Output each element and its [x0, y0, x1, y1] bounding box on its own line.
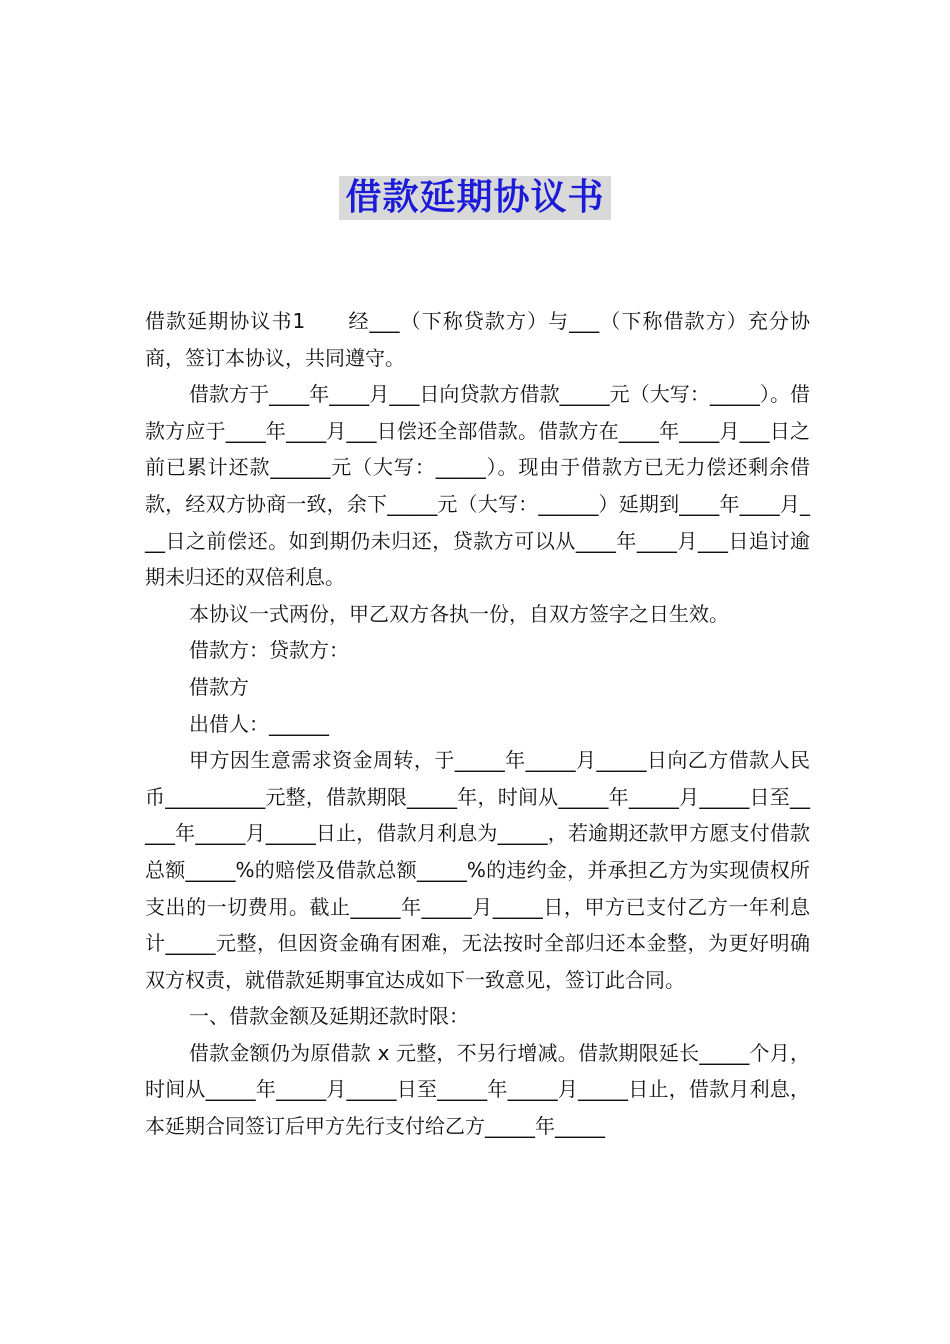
intro-paragraph: 借款延期协议书1 经___（下称贷款方）与___（下称借款方）充分协商，签订本协议，共同遵守。: [145, 309, 810, 370]
title-area: [0, 176, 950, 220]
signature-line-borrower: 借款方: [189, 674, 249, 699]
document-body: [145, 303, 810, 1145]
copies-paragraph: 本协议一式两份，甲乙双方各执一份，自双方签字之日生效。: [189, 601, 729, 626]
signature-line-parties: 借款方：贷款方：: [189, 638, 349, 663]
document-title: 借款延期协议书: [339, 176, 610, 220]
loan-terms-paragraph: 借款方于____年____月___日向贷款方借款_____元（大写：_____）。借款方应于____年____月___日偿还全部借款。借款方在____年____月___日之前已累计还款______元（大写：_____）。现由于借款方已无力偿还剩余借款，经双方协商一致，余下_____元（大写：______）延期到____年____月___日之前偿还。如到期仍未归还，贷款方可以从____年____月___日追讨逾期未归还的双倍利息。: [145, 382, 810, 590]
amount-extension-paragraph: 借款金额仍为原借款 x 元整，不另行增减。借款期限延长_____个月，时间从_____年_____月_____日至_____年_____月_____日止，借款月利息，本延期合同签订后甲方先行支付给乙方_____年_____: [145, 1040, 810, 1139]
section-heading-1: 一、借款金额及延期还款时限：: [189, 1004, 469, 1029]
background-paragraph: 甲方因生意需求资金周转，于_____年_____月_____日向乙方借款人民币__________元整，借款期限_____年，时间从_____年_____月_____日至_____年_____月_____日止，借款月利息为_____，若逾期还款甲方愿支付借款总额_____%的赔偿及借款总额_____%的违约金，并承担乙方为实现债权所支出的一切费用。截止_____年_____月_____日，甲方已支付乙方一年利息计_____元整，但因资金确有困难，无法按时全部归还本金整，为更好明确双方权责，就借款延期事宜达成如下一致意见，签订此合同。: [145, 748, 810, 992]
signature-line-lender: 出借人：______: [189, 711, 329, 736]
